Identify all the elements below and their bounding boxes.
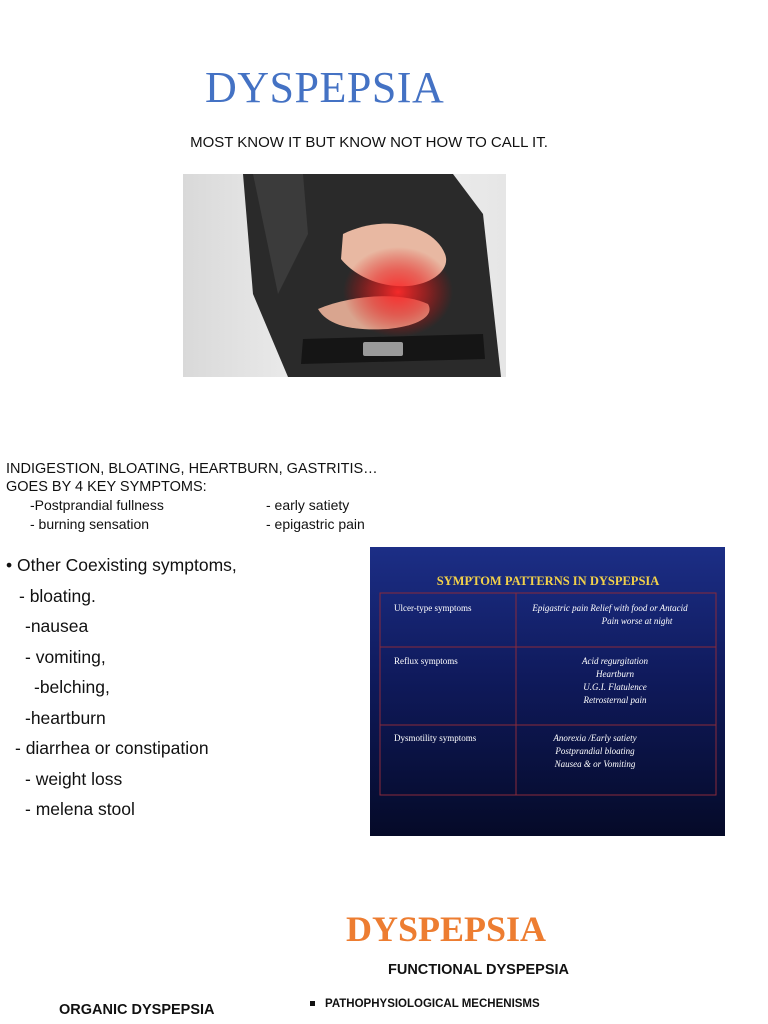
row-desc-dysmotility-3: Nausea & or Vomiting <box>554 759 636 769</box>
functional-dyspepsia-heading: FUNCTIONAL DYSPEPSIA <box>388 962 570 978</box>
section-title: DYSPEPSIA <box>345 909 547 949</box>
symptom-row <box>6 496 378 515</box>
row-desc-dysmotility-1: Anorexia /Early satiety <box>553 733 637 743</box>
intro-line-1: INDIGESTION, BLOATING, HEARTBURN, GASTRITIS… <box>6 461 378 477</box>
bullet-text: PATHOPHYSIOLOGICAL MECHENISMS <box>325 998 540 1010</box>
symptom-epigastric-pain: - epigastric pain <box>266 516 365 532</box>
row-desc-reflux-2: Heartburn <box>596 669 634 679</box>
pathophysiology-bullet <box>310 998 540 1010</box>
page-title: DYSPEPSIA <box>205 63 445 112</box>
row-desc-ulcer-2: Pain worse at night <box>601 616 673 626</box>
list-item: -nausea <box>25 616 89 636</box>
coexisting-heading: • Other Coexisting symptoms, <box>6 555 237 575</box>
row-desc-reflux-1: Acid regurgitation <box>581 656 649 666</box>
intro-text <box>6 460 378 534</box>
row-desc-reflux-4: Retrosternal pain <box>583 695 647 705</box>
symptom-early-satiety: - early satiety <box>266 497 350 513</box>
row-type-reflux: Reflux symptoms <box>394 656 458 666</box>
intro-line-2: GOES BY 4 KEY SYMPTOMS: <box>6 479 207 495</box>
tagline: MOST KNOW IT BUT KNOW NOT HOW TO CALL IT. <box>190 134 548 151</box>
list-item: - bloating. <box>19 585 96 606</box>
row-desc-dysmotility-2: Postprandial bloating <box>555 746 635 756</box>
list-item: - melena stool <box>25 799 135 819</box>
list-item: -heartburn <box>25 707 106 728</box>
list-item: - weight loss <box>25 768 123 789</box>
symptom-row <box>6 515 378 534</box>
coexisting-symptoms <box>6 550 237 825</box>
row-desc-ulcer-1: Epigastric pain Relief with food or Antacid <box>532 603 688 613</box>
row-type-ulcer: Ulcer-type symptoms <box>394 603 472 613</box>
stomach-pain-photo <box>183 174 506 377</box>
symptom-postprandial-fullness: -Postprandial fullness <box>30 497 164 513</box>
slide-title: SYMPTOM PATTERNS IN DYSPEPSIA <box>436 574 660 588</box>
organic-dyspepsia-heading: ORGANIC DYSPEPSIA <box>59 1002 215 1018</box>
row-desc-reflux-3: U.G.I. Flatulence <box>583 682 647 692</box>
symptom-burning-sensation: - burning sensation <box>30 516 150 532</box>
row-type-dysmotility: Dysmotility symptoms <box>394 733 477 743</box>
list-item: - diarrhea or constipation <box>15 738 209 758</box>
list-item: - vomiting, <box>25 646 106 667</box>
list-item: -belching, <box>34 677 110 697</box>
square-bullet-icon <box>310 1001 315 1006</box>
symptom-patterns-slide <box>370 547 725 836</box>
